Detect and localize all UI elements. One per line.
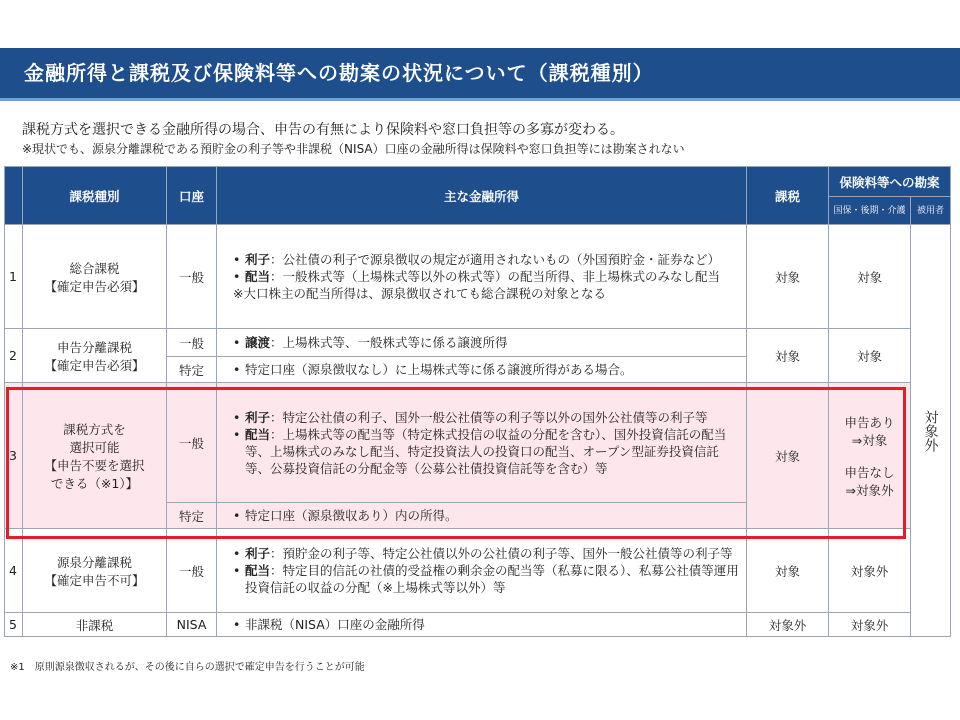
income-item — [233, 545, 742, 562]
row-account: 一般 — [167, 225, 217, 329]
type-line: できる（※1）】 — [50, 475, 139, 491]
row-type — [23, 383, 167, 529]
row-account: 一般 — [167, 383, 217, 503]
page-title: 金融所得と課税及び保険料等への勘案の状況について（課税種別） — [0, 48, 960, 98]
row-type: 非課税 — [23, 613, 167, 637]
type-line: 【確定申告必須】 — [44, 357, 145, 373]
table-row — [5, 613, 951, 637]
income-item — [233, 562, 742, 596]
type-line: 源泉分離課税 — [56, 554, 132, 570]
table-row — [5, 383, 951, 503]
row-national: 対象 — [829, 225, 911, 329]
title-underline — [0, 98, 960, 101]
row-account: 一般 — [167, 529, 217, 613]
row-num: 5 — [5, 613, 23, 637]
header-account: 口座 — [167, 167, 217, 225]
income-item — [233, 268, 742, 285]
national-line: ⇒対象外 — [845, 482, 894, 498]
row-income — [217, 383, 747, 503]
national-line: 申告なし — [844, 464, 895, 480]
row-type — [23, 225, 167, 329]
row-income — [217, 613, 747, 637]
row-income — [217, 225, 747, 329]
row-national: 対象外 — [829, 529, 911, 613]
type-line: 選択可能 — [69, 439, 120, 455]
row-num: 3 — [5, 383, 23, 529]
income-keyword: 利子 — [245, 252, 271, 267]
employee-cell — [911, 225, 951, 637]
row-income — [217, 329, 747, 357]
row-num: 2 — [5, 329, 23, 383]
row-type — [23, 529, 167, 613]
income-text: ：一般株式等（上場株式等以外の株式等）の配当所得、非上場株式のみなし配当 — [270, 269, 721, 284]
income-note: ※大口株主の配当所得は、源泉徴収されても総合課税の対象となる — [233, 286, 606, 301]
header-national: 国保・後期・介護 — [829, 197, 911, 225]
national-spacer — [833, 449, 906, 463]
national-line: ⇒対象 — [851, 432, 888, 448]
row-income — [217, 503, 747, 529]
income-keyword: 配当 — [245, 426, 271, 442]
header-num — [5, 167, 23, 225]
income-text: ：上場株式等、一般株式等に係る譲渡所得 — [270, 335, 508, 350]
type-line: 総合課税 — [69, 260, 120, 276]
row-tax: 対象 — [747, 329, 829, 383]
row-type — [23, 329, 167, 383]
row-account: NISA — [167, 613, 217, 637]
row-tax: 対象 — [747, 529, 829, 613]
row-national: 対象外 — [829, 613, 911, 637]
row-national — [829, 383, 911, 529]
income-keyword: 配当 — [245, 269, 271, 284]
income-item: • 特定口座（源泉徴収なし）に上場株式等に係る譲渡所得がある場合。 — [233, 361, 742, 378]
national-line: 申告あり — [844, 414, 895, 430]
income-text: ：特定公社債の利子、国外一般公社債等の利子等以外の国外公社債等の利子等 — [270, 409, 708, 425]
income-item: • 特定口座（源泉徴収あり）内の所得。 — [233, 507, 742, 524]
income-keyword: 配当 — [245, 563, 271, 578]
income-keyword: 譲渡 — [245, 335, 271, 350]
income-item — [233, 334, 742, 351]
table-row — [5, 529, 951, 613]
type-line: 申告分離課税 — [56, 339, 132, 355]
row-tax: 対象 — [747, 225, 829, 329]
header-tax: 課税 — [747, 167, 829, 225]
income-text: ：特定目的信託の社債的受益権の剰余金の配当等（私募に限る）、私募公社債等運用投資信託の収益の分配（※上場株式等以外）等 — [245, 563, 739, 595]
row-account: 一般 — [167, 329, 217, 357]
income-keyword: 利子 — [245, 546, 271, 561]
income-text: ：預貯金の利子等、特定公社債以外の公社債の利子等、国外一般公社債等の利子等 — [270, 546, 733, 561]
header-employee: 被用者 — [911, 197, 951, 225]
income-item — [233, 426, 742, 477]
tax-table — [4, 166, 951, 637]
row-income — [217, 357, 747, 383]
income-keyword: 利子 — [245, 409, 271, 425]
row-tax: 対象 — [747, 383, 829, 529]
row-tax: 対象外 — [747, 613, 829, 637]
footnote: ※1 原則源泉徴収されるが、その後に自らの選択で確定申告を行うことが可能 — [10, 662, 365, 673]
income-text: ：上場株式等の配当等（特定株式投信の収益の分配を含む）、国外投資信託の配当等、上場株式のみなし配当、特定投資法人の投資口の配当、オープン型証券投資信託等、公募投資信託の分配金等（公募公社債投資信託等を含む）等 — [245, 426, 727, 476]
row-num: 1 — [5, 225, 23, 329]
row-income — [217, 529, 747, 613]
income-item: • 非課税（NISA）口座の金融所得 — [233, 616, 742, 633]
row-account: 特定 — [167, 503, 217, 529]
type-line: 【確定申告不可】 — [44, 572, 145, 588]
row-num: 4 — [5, 529, 23, 613]
intro-note: ※現状でも、源泉分離課税である預貯金の利子等や非課税（NISA）口座の金融所得は保険料や窓口負担等には勘案されない — [22, 142, 685, 156]
type-line: 課税方式を — [63, 421, 126, 437]
income-item — [233, 251, 742, 268]
intro-main: 課税方式を選択できる金融所得の場合、申告の有無により保険料や窓口負担等の多寡が変わる。 — [22, 122, 624, 138]
employee-value: 対象外 — [922, 409, 939, 452]
row-national: 対象 — [829, 329, 911, 383]
type-line: 【申告不要を選択 — [44, 457, 145, 473]
header-income: 主な金融所得 — [217, 167, 747, 225]
type-line: 【確定申告必須】 — [44, 278, 145, 294]
income-item — [233, 409, 742, 426]
header-type: 課税種別 — [23, 167, 167, 225]
table-row — [5, 329, 951, 357]
header-insurance: 保険料等への勘案 — [829, 167, 951, 197]
table-row — [5, 225, 951, 329]
income-text: ：公社債の利子で源泉徴収の規定が適用されないもの（外国預貯金・証券など） — [270, 252, 721, 267]
row-account: 特定 — [167, 357, 217, 383]
